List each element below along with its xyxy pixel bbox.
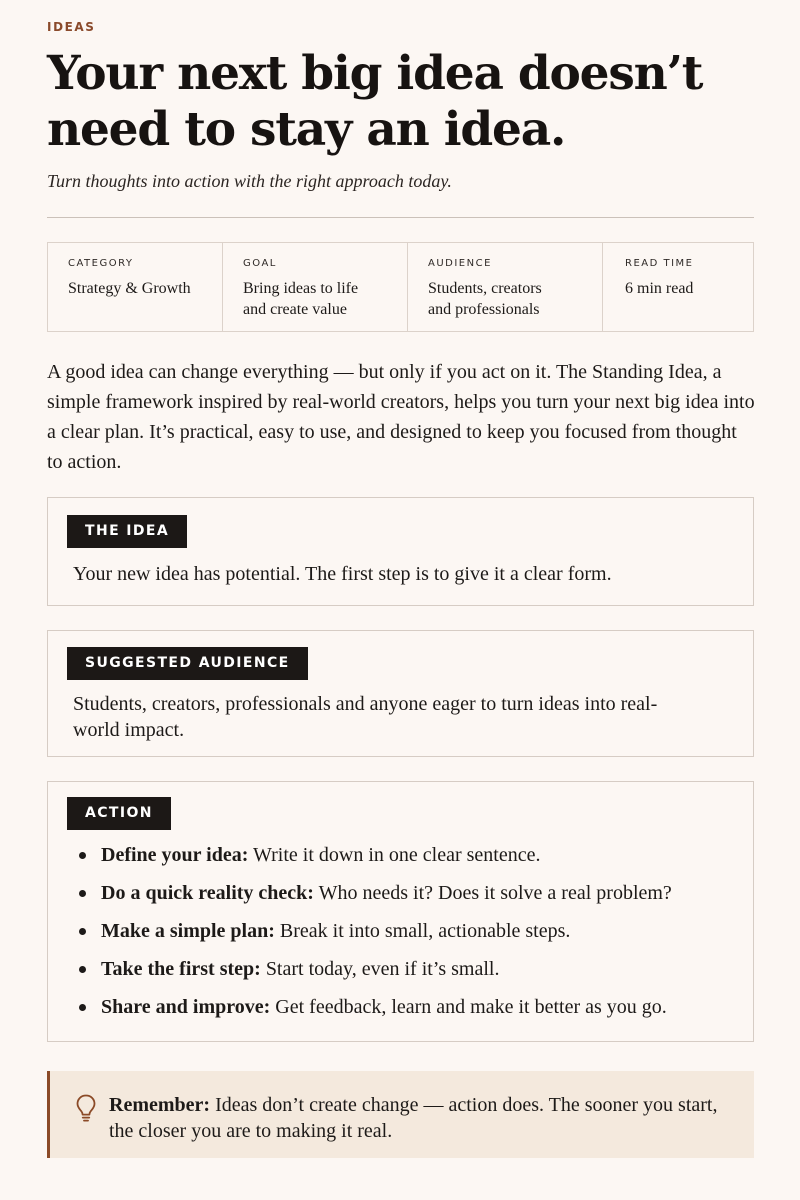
list-item	[48, 878, 753, 916]
idea-text: Your new idea has potential. The first step is to give it a clear form.	[73, 563, 612, 585]
meta-category-label: CATEGORY	[68, 258, 134, 269]
list-item	[48, 992, 753, 1030]
list-item	[48, 840, 753, 878]
meta-goal-value: Bring ideas to life and create value	[243, 280, 359, 318]
meta-category-value: Strategy & Growth	[68, 280, 191, 297]
list-item	[48, 954, 753, 992]
reminder-body: Ideas don’t create change — action does. The sooner you start, the closer you are to making it real.	[109, 1094, 718, 1142]
idea-card	[47, 497, 754, 606]
meta-read-time-value: 6 min read	[625, 280, 694, 297]
action-item-title: Define your idea:	[101, 844, 249, 866]
intro-paragraph: A good idea can change everything — but only if you act on it. The Standing Idea, a simple framework inspired by real-world creators, helps you turn your next big idea into a clear plan. It’s practical, easy to use, and designed to keep you focused from thought to action.	[47, 361, 755, 473]
idea-tag: THE IDEA	[67, 515, 187, 548]
meta-goal-label: GOAL	[243, 258, 277, 269]
meta-goal	[223, 243, 408, 331]
page-title: Your next big idea doesn’t need to stay an idea.	[47, 46, 703, 157]
audience-card	[47, 630, 754, 757]
bullet-icon	[79, 966, 86, 973]
action-item-title: Share and improve:	[101, 996, 271, 1018]
action-list	[48, 840, 753, 1030]
meta-read-time	[603, 243, 753, 331]
action-card	[47, 781, 754, 1042]
meta-audience-value: Students, creators and professionals	[428, 280, 542, 318]
bullet-icon	[79, 852, 86, 859]
action-tag: ACTION	[67, 797, 171, 830]
article-meta-table	[47, 242, 754, 332]
reminder-title: Remember:	[109, 1094, 211, 1116]
bullet-icon	[79, 928, 86, 935]
action-item-text: Start today, even if it’s small.	[260, 958, 500, 980]
reminder-callout	[47, 1071, 754, 1158]
bullet-icon	[79, 1004, 86, 1011]
divider	[47, 217, 754, 218]
meta-category	[48, 243, 223, 331]
list-item	[48, 916, 753, 954]
action-item-title: Take the first step:	[101, 958, 261, 980]
meta-audience	[408, 243, 603, 331]
audience-text: Students, creators, professionals and anyone eager to turn ideas into real-world impact.	[73, 693, 658, 741]
action-item-text: Who needs it? Does it solve a real problem?	[313, 882, 672, 904]
page-subtitle: Turn thoughts into action with the right approach today.	[47, 171, 452, 191]
action-item-text: Get feedback, learn and make it better as you go.	[270, 996, 667, 1018]
bullet-icon	[79, 890, 86, 897]
action-item-text: Break it into small, actionable steps.	[274, 920, 571, 942]
lightbulb-icon	[74, 1093, 98, 1123]
action-item-title: Do a quick reality check:	[101, 882, 314, 904]
action-item-title: Make a simple plan:	[101, 920, 275, 942]
audience-tag: SUGGESTED AUDIENCE	[67, 647, 308, 680]
meta-audience-label: AUDIENCE	[428, 258, 492, 269]
meta-read-time-label: READ TIME	[625, 258, 694, 269]
category-eyebrow: IDEAS	[47, 20, 96, 34]
action-item-text: Write it down in one clear sentence.	[248, 844, 541, 866]
reminder-text	[109, 1092, 739, 1144]
